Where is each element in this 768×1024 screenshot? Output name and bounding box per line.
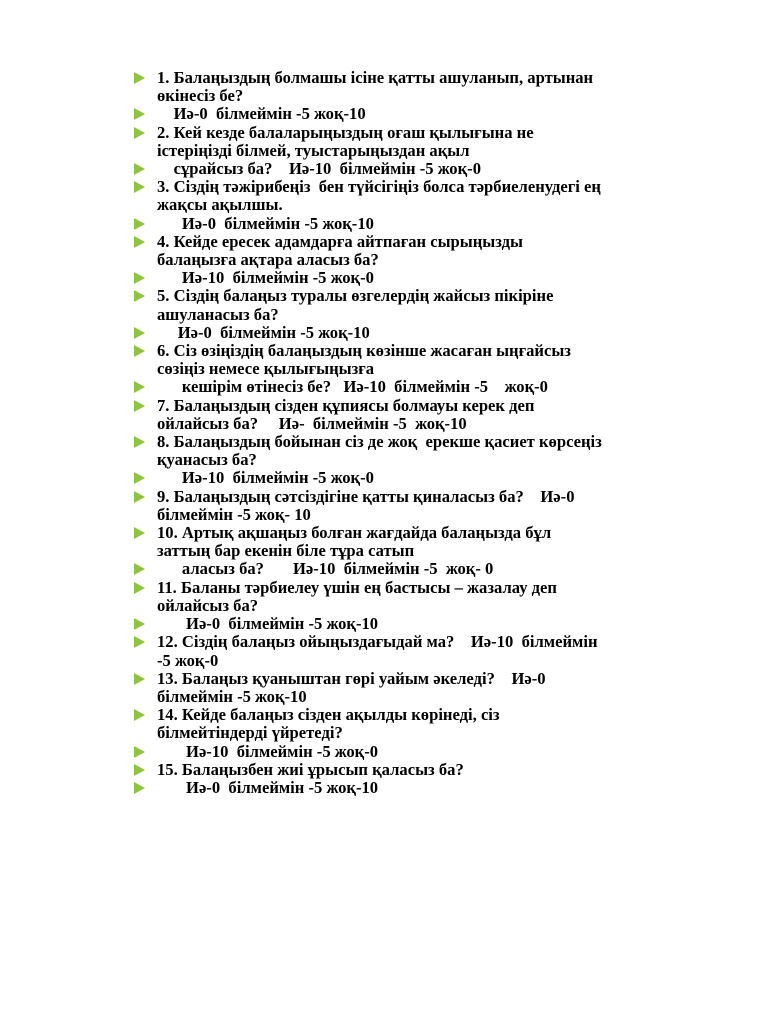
list-item-text-line: Иә-0 білмеймін -5 жоқ-10 [157,322,370,342]
list-item-text-line: 7. Балаңыздың сізден құпиясы болмауы керек деп [157,395,535,415]
list-item [134,215,714,233]
list-item-text-line: -5 жоқ-0 [157,650,219,670]
list-item [134,670,714,706]
list-item [134,342,714,378]
list-item-text-line: ойлайсыз ба? Иә- білмеймін -5 жоқ-10 [157,413,467,433]
list-item-text-line: білмеймін -5 жоқ- 10 [157,504,311,524]
list-item [134,324,714,342]
list-item-text-line: 8. Балаңыздың бойынан сіз де жоқ ерекше қасиет көрсеңіз [157,432,602,452]
list-item [134,761,714,779]
arrow-bullet-icon [134,327,145,339]
list-item-text-line: кешірім өтінесіз бе? Иә-10 білмеймін -5 жоқ-0 [157,377,548,397]
list-item-text-line: 12. Сіздің балаңыз ойыңыздағыдай ма? Иә-10 білмеймін [157,632,598,652]
list-item-text-line: 13. Балаңыз қуаныштан гөрі уайым әкеледі? Иә-0 [157,668,546,688]
list-item-text-line: өкінесіз бе? [157,86,244,106]
list-item-text-line: жақсы ақылшы. [157,195,283,215]
list-item [134,433,714,469]
list-item-text-line: қуанасыз ба? [157,450,257,470]
list-item-text-line: Иә-0 білмеймін -5 жоқ-10 [157,614,379,634]
list-item-text-line: 10. Артық ақшаңыз болған жағдайда балаңызда бұл [157,523,552,543]
list-item [134,124,714,160]
arrow-bullet-icon [134,236,145,248]
list-item [134,160,714,178]
list-item [134,633,714,669]
list-item [134,779,714,797]
list-item-text-line: аласыз ба? Иә-10 білмеймін -5 жоқ- 0 [157,559,494,579]
list-item-text-line: 4. Кейде ересек адамдарға айтпаған сырыңызды [157,231,523,251]
list-item-text-line: 5. Сіздің балаңыз туралы өзгелердің жайсыз пікіріне [157,286,554,306]
list-item-text-line: 1. Балаңыздың болмашы ісіне қатты ашуланып, артынан [157,68,594,87]
arrow-bullet-icon [134,108,145,120]
list-item [134,69,714,105]
list-item-text-line: 2. Кей кезде балаларыңыздың оғаш қылығына не [157,122,534,142]
list-item-text-line: 6. Сіз өзіңіздің балаңыздың көзінше жасаған ыңғайсыз [157,341,571,361]
list-item [134,469,714,487]
list-item-text-line: Иә-10 білмеймін -5 жоқ-0 [157,741,379,761]
list-item-text-line: балаңызға ақтара аласыз ба? [157,250,379,270]
arrow-bullet-icon [134,181,145,193]
arrow-bullet-icon [134,127,145,139]
arrow-bullet-icon [134,436,145,448]
list-item [134,706,714,742]
list-item [134,378,714,396]
arrow-bullet-icon [134,782,145,794]
list-item-text-line: білмеймін -5 жоқ-10 [157,686,307,706]
list-item-text-line: 14. Кейде балаңыз сізден ақылды көрінеді, сіз [157,705,500,725]
list-item-text-line: Иә-10 білмеймін -5 жоқ-0 [157,268,374,288]
arrow-bullet-icon [134,709,145,721]
list-item-text-line: ойлайсыз ба? [157,595,259,615]
list-item [134,488,714,524]
list-item [134,579,714,615]
arrow-bullet-icon [134,272,145,284]
list-item-text-line: 3. Сіздің тәжірибеңіз бен түйсігіңіз болса тәрбиеленудегі ең [157,177,601,197]
list-item [134,560,714,578]
arrow-bullet-icon [134,72,145,84]
list-item [134,615,714,633]
list-item [134,178,714,214]
list-item-text-line: Иә-0 білмеймін -5 жоқ-10 [157,213,374,233]
list-item [134,233,714,269]
list-item [134,397,714,433]
list-item [134,524,714,560]
list-item-text-line: заттың бар екенін біле тұра сатып [157,541,415,561]
arrow-bullet-icon [134,764,145,776]
arrow-bullet-icon [134,618,145,630]
arrow-bullet-icon [134,472,145,484]
arrow-bullet-icon [134,746,145,758]
arrow-bullet-icon [134,345,145,357]
list-item-text-line: Иә-0 білмеймін -5 жоқ-10 [157,777,379,797]
arrow-bullet-icon [134,163,145,175]
list-item-text-line: сұрайсыз ба? Иә-10 білмеймін -5 жоқ-0 [157,159,481,179]
arrow-bullet-icon [134,636,145,648]
list-item-text-line: 9. Балаңыздың сәтсіздігіне қатты қиналасыз ба? Иә-0 [157,486,575,506]
arrow-bullet-icon [134,491,145,503]
list-item-text-line: білмейтіндерді үйретеді? [157,723,343,743]
list-item [134,743,714,761]
list-item-text-line: сөзіңіз немесе қылығыңызға [157,359,375,379]
list-item-text-line: Иә-0 білмеймін -5 жоқ-10 [157,104,366,124]
arrow-bullet-icon [134,673,145,685]
arrow-bullet-icon [134,218,145,230]
arrow-bullet-icon [134,290,145,302]
arrow-bullet-icon [134,582,145,594]
arrow-bullet-icon [134,381,145,393]
list-item-text-line: 15. Балаңызбен жиі ұрысып қаласыз ба? [157,759,464,779]
list-item-text-line: істеріңізді білмей, туыстарыңыздан ақыл [157,140,470,160]
list-item [134,287,714,323]
arrow-bullet-icon [134,400,145,412]
question-list [134,69,714,797]
arrow-bullet-icon [134,527,145,539]
list-item [134,105,714,123]
arrow-bullet-icon [134,563,145,575]
list-item-text-line: 11. Баланы тәрбиелеу үшін ең бастысы – жазалау деп [157,577,557,597]
list-item-text-line: ашуланасыз ба? [157,304,279,324]
list-item [134,269,714,287]
list-item-text-line: Иә-10 білмеймін -5 жоқ-0 [157,468,374,488]
